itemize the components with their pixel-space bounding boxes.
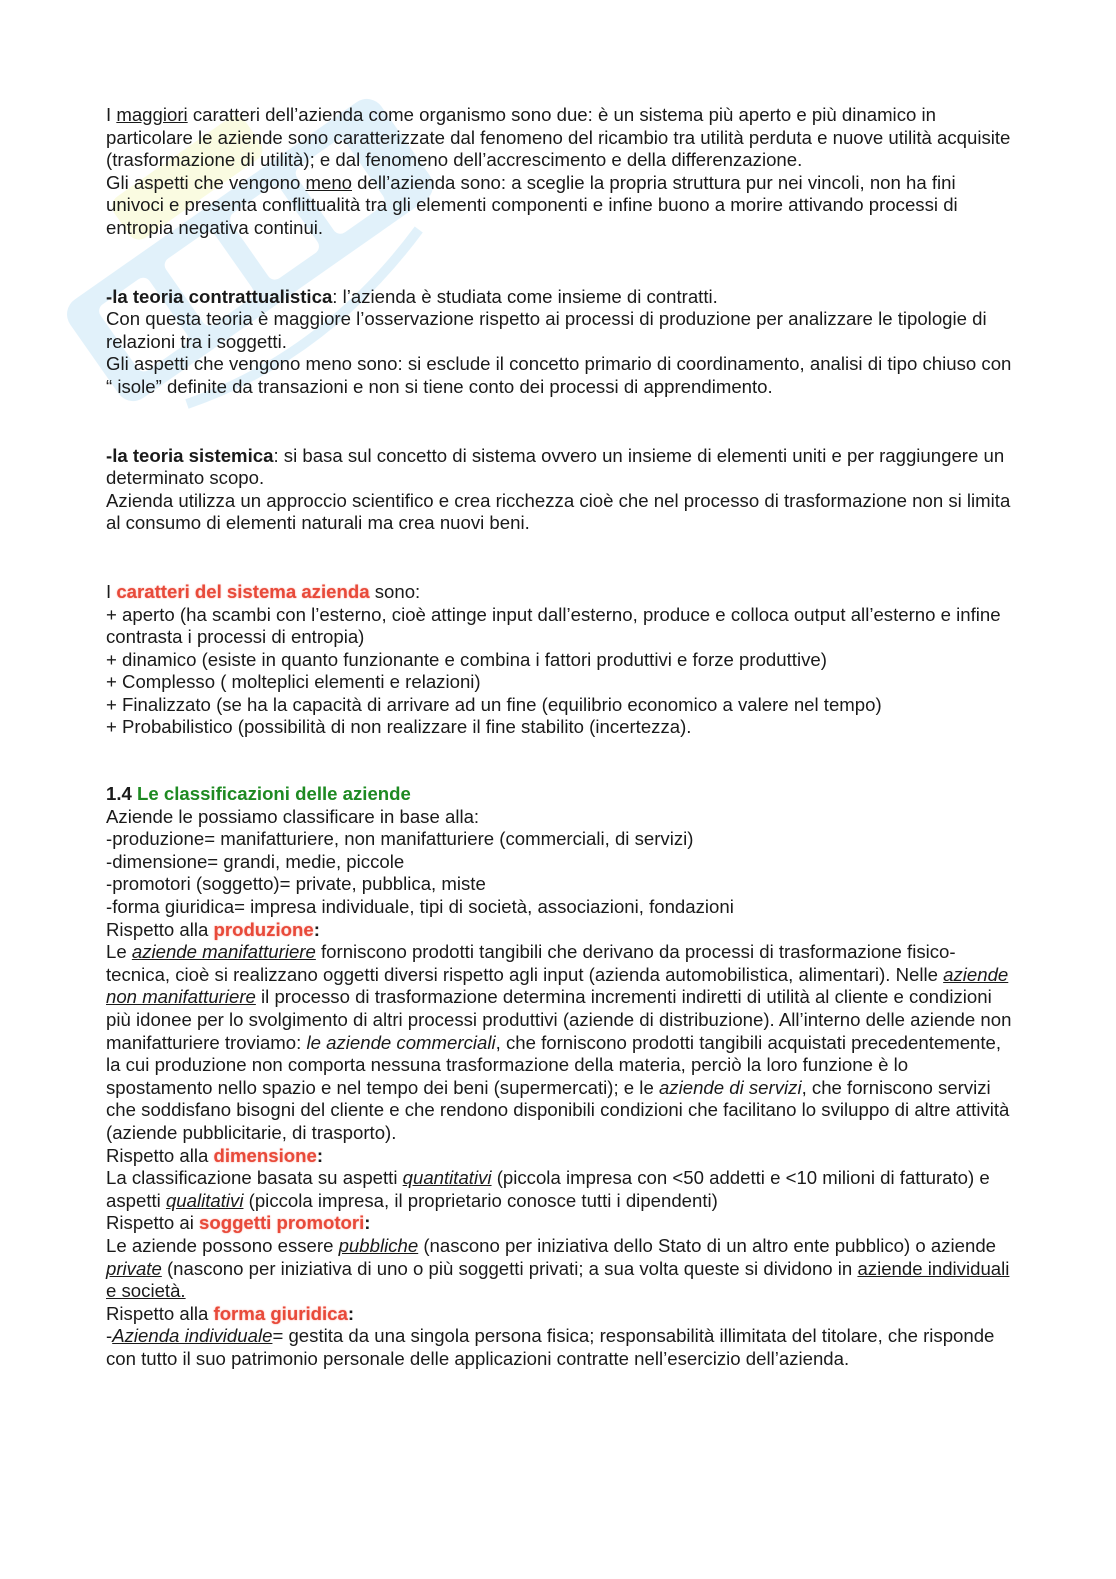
production-highlight: produzione [213, 918, 314, 940]
contract-theory-heading: -la teoria contrattualistica [106, 285, 333, 307]
promoters-highlight: soggetti promotori [199, 1212, 365, 1234]
classification-section: 1.4 Le classificazioni delle aziende Aziende le possiamo classificare in base alla: -produzione= manifatturiere, non manifatturiere (commerciali, di servizi) -dimensione= grandi, medie, piccole -promotori (soggetto)= private, pubblica, miste -forma giuridica= impresa individuale, tipi di società, associazioni, fondazioni Rispetto alla produzione: Le aziende manifatturiere forniscono prodotti tangibili che derivano da processi di trasformazione fisico-tecnica, cioè si realizzano oggetti diversi rispetto agli input (azienda automobilistica, alimentari). Nelle aziende non manifatturiere il processo di trasformazione determina incrementi indiretti di utilità al cliente e condizioni più idonee per lo svolgimento di altri processi produttivi (aziende di distribuzione). All’interno delle aziende non manifatturiere troviamo: le aziende commerciali, che forniscono prodotti tangibili acquistati precedentemente, la cui produzione non comporta nessuna trasformazione della materia, perciò la loro funzione è lo spostamento nello spazio e nel tempo dei beni (supermercati); e le aziende di servizi, che forniscono servizi che soddisfano bisogni del cliente e che rendono disponibili condizioni che facilitano lo sviluppo di altre attività (aziende pubblicitarie, di trasporto). Rispetto alla dimensione: La classificazione basata su aspetti quantitativi (piccola impresa con <50 addetti e <10 milioni di fatturato) e aspetti qualitativi (piccola impresa, il proprietario conosce tutti i dipendenti) Rispetto ai soggetti promotori: Le aziende possono essere pubbliche (nascono per iniziativa dello Stato di un altro ente pubblico) o aziende private (nascono per iniziativa di uno o più soggetti privati; a sua volta queste si dividono in aziende individuali e società. Rispetto alla forma giuridica: -Azienda individuale= gestita da una singola persona fisica; responsabilità illimitata del titolare, che risponde con tutto il suo patrimonio personale delle applicazioni contratte nell’esercizio dell’azienda. [106, 783, 1012, 1369]
systemic-theory-heading: -la teoria sistemica [106, 444, 274, 466]
list-item: -dimensione= grandi, medie, piccole [106, 850, 405, 872]
system-characters-paragraph: I caratteri del sistema azienda sono: + aperto (ha scambi con l’esterno, cioè attinge input dall’esterno, produce e colloca output all’esterno e infine contrasta i processi di entropia) + dinamico (esiste in quanto funzionante e combina i fattori produttivi e forze produttive) + Complesso ( molteplici elementi e relazioni) + Finalizzato (se ha la capacità di arrivare ad un fine (equilibrio economico a valere nel tempo) + Probabilistico (possibilità di non realizzare il fine stabilito (incertezza). [106, 580, 1001, 738]
contract-theory-paragraph: -la teoria contrattualistica: l’azienda è studiata come insieme di contratti. Con questa teoria è maggiore l’osservazione rispetto ai processi di produzione per analizzare le tipologie di relazioni tra i soggetti. Gli aspetti che vengono meno sono: si esclude il concetto primario di coordinamento, analisi di tipo chiuso con “ isole” definite da transazioni e non si tiene conto dei processi di apprendimento. [106, 285, 1012, 397]
list-item: + aperto (ha scambi con l’esterno, cioè attinge input dall’esterno, produce e colloca output all’esterno e infine contrasta i processi di entropia) [106, 603, 1001, 648]
intro-paragraph: I maggiori caratteri dell’azienda come organismo sono due: è un sistema più aperto e più dinamico in particolare le aziende sono caratterizzate dal fenomeno del ricambio tra utilità perduta e nuove utilità acquisite (trasformazione di utilità); e dal fenomeno dell’accrescimento e della differenzazione. Gli aspetti che vengono meno dell’azienda sono: a sceglie la propria struttura pur nei vincoli, non ha fini univoci e presenta conflittualità tra gli elementi componenti e infine buono a morire attivando processi di entropia negativa continui. [106, 104, 1011, 238]
list-item: + dinamico (esiste in quanto funzionante e combina i fattori produttivi e forze produttive) [106, 648, 827, 670]
document-page [106, 104, 1016, 1371]
list-item: -produzione= manifatturiere, non manifatturiere (commerciali, di servizi) [106, 828, 694, 850]
dimension-highlight: dimensione [213, 1144, 317, 1166]
list-item: + Complesso ( molteplici elementi e relazioni) [106, 671, 481, 693]
systemic-theory-paragraph: -la teoria sistemica: si basa sul concetto di sistema ovvero un insieme di elementi uniti e per raggiungere un determinato scopo. Azienda utilizza un approccio scientifico e crea ricchezza cioè che nel processo di trasformazione non si limita al consumo di elementi naturali ma crea nuovi beni. [106, 444, 1011, 534]
section-title: Le classificazioni delle aziende [137, 783, 411, 805]
list-item: -promotori (soggetto)= private, pubblica, miste [106, 873, 486, 895]
system-characters-highlight: caratteri del sistema azienda [116, 580, 370, 602]
list-item: + Probabilistico (possibilità di non realizzare il fine stabilito (incertezza). [106, 716, 692, 738]
list-item: -forma giuridica= impresa individuale, tipi di società, associazioni, fondazioni [106, 896, 734, 918]
section-number: 1.4 [106, 783, 138, 805]
legal-form-highlight: forma giuridica [213, 1302, 348, 1324]
list-item: + Finalizzato (se ha la capacità di arrivare ad un fine (equilibrio economico a valere nel tempo) [106, 693, 882, 715]
